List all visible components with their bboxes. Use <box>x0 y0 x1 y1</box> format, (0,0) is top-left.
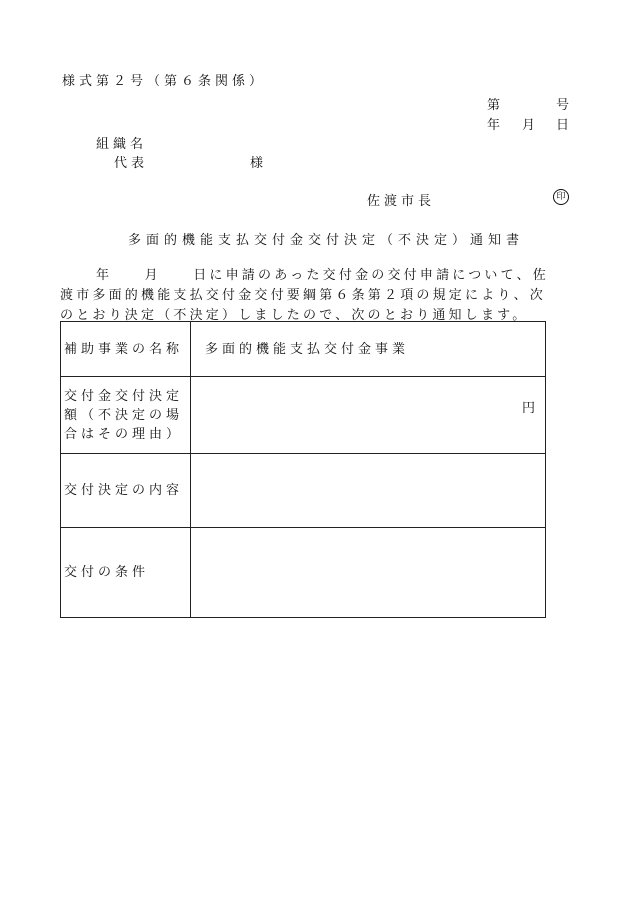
notice-details-table <box>60 321 546 618</box>
document-number-suffix: 号 <box>556 98 574 113</box>
seal-icon: 印 <box>553 189 569 205</box>
table-row <box>61 322 546 377</box>
date-month-label: 月 <box>522 118 540 133</box>
notice-body-line: 渡市多面的機能支払交付金交付要綱第６条第２項の規定により、次 <box>60 288 547 303</box>
table-label-cell: 交付決定の内容 <box>61 454 191 528</box>
table-row <box>61 454 546 528</box>
date-day-label: 日 <box>556 118 574 133</box>
table-value-cell <box>191 528 546 618</box>
notice-body-line: 年 月 日に申請のあった交付金の交付申請について、佐 <box>96 268 549 283</box>
recipient-representative-label: 代表 <box>114 156 149 171</box>
table-label-cell: 交付金交付決定額（不決定の場合はその理由） <box>61 377 191 454</box>
table-value-cell <box>191 454 546 528</box>
yen-unit: 円 <box>521 400 539 416</box>
issuer-title: 佐渡市長 <box>367 194 436 209</box>
table-row <box>61 528 546 618</box>
recipient-organization-label: 組織名 <box>96 137 148 152</box>
notice-body <box>60 266 570 326</box>
table-value-cell <box>191 377 546 454</box>
table-label-cell: 補助事業の名称 <box>61 322 191 377</box>
recipient-honorific: 様 <box>250 156 268 171</box>
notice-body-line: のとおり決定（不決定）しましたので、次のとおり通知します。 <box>60 308 529 323</box>
table-row <box>61 377 546 454</box>
document-number-label: 第 <box>487 98 505 113</box>
table-value-cell: 多面的機能支払交付金事業 <box>191 322 546 377</box>
document-title: 多面的機能支払交付金交付決定（不決定）通知書 <box>128 233 525 248</box>
date-year-label: 年 <box>487 118 505 133</box>
table-label-cell: 交付の条件 <box>61 528 191 618</box>
form-number: 様式第２号（第６条関係） <box>62 74 267 89</box>
